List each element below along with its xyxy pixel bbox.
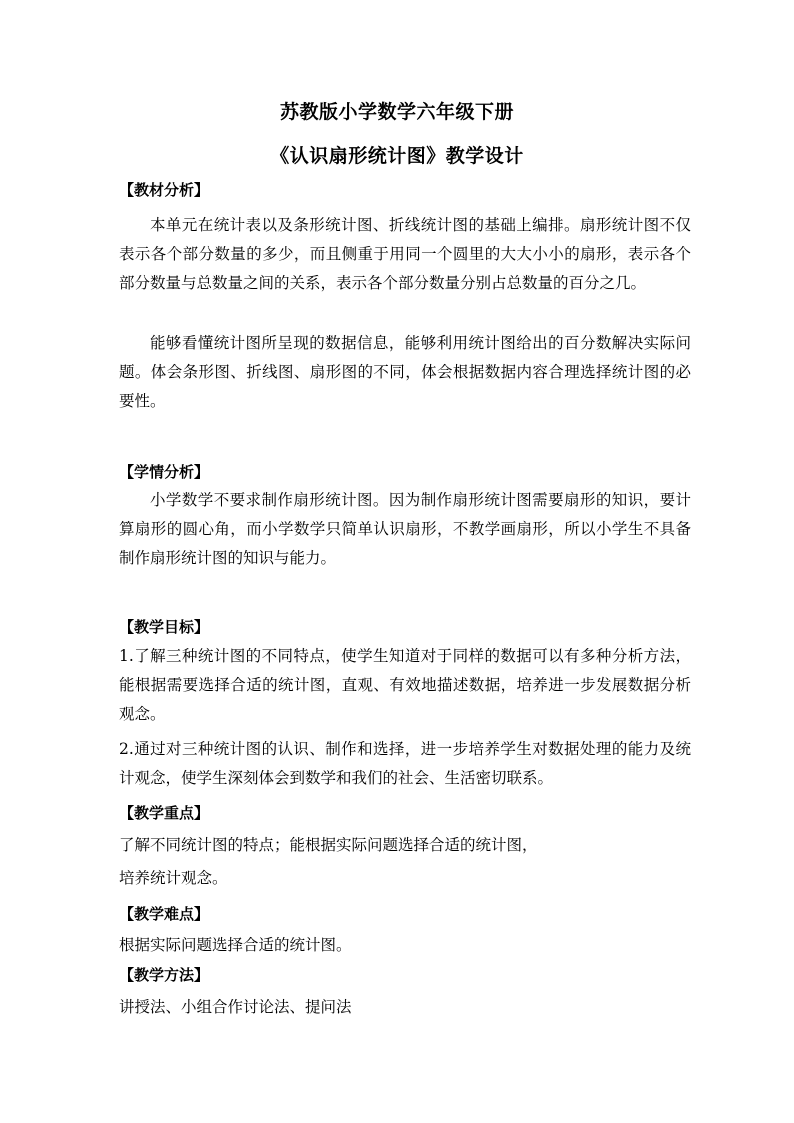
- section-heading-material: 【教材分析】: [119, 181, 210, 199]
- material-paragraph-1: 本单元在统计表以及条形统计图、折线统计图的基础上编排。扇形统计图不仅表示各个部分数量的多少，而且侧重于用同一个圆里的大大小小的扇形，表示各个部分数量与总数量之间的关系，表示各个部分数量分别占总数量的百分之几。: [119, 216, 691, 292]
- students-paragraph: 小学数学不要求制作扇形统计图。因为制作扇形统计图需要扇形的知识，要计算扇形的圆心角，而小学数学只简单认识扇形，不教学画扇形，所以小学生不具备制作扇形统计图的知识与能力。: [119, 491, 691, 567]
- document-title: 苏教版小学数学六年级下册: [279, 101, 514, 123]
- key-points-line-2: 培养统计观念。: [119, 869, 228, 887]
- key-points-line-1: 了解不同统计图的特点；能根据实际问题选择合适的统计图，: [119, 836, 538, 854]
- goal-item-1: 1.了解三种统计图的不同特点，使学生知道对于同样的数据可以有多种分析方法，能根据需要选择合适的统计图，直观、有效地描述数据，培养进一步发展数据分析观念。: [119, 647, 691, 723]
- goal-item-2: 2.通过对三种统计图的认识、制作和选择，进一步培养学生对数据处理的能力及统计观念，使学生深刻体会到数学和我们的社会、生活密切联系。: [119, 740, 691, 787]
- section-heading-methods: 【教学方法】: [119, 966, 210, 984]
- section-heading-key-points: 【教学重点】: [119, 804, 210, 822]
- methods-line-1: 讲授法、小组合作讨论法、提问法: [119, 998, 352, 1016]
- document-subtitle: 《认识扇形统计图》教学设计: [270, 145, 524, 167]
- section-heading-difficulties: 【教学难点】: [119, 905, 210, 923]
- difficulties-line-1: 根据实际问题选择合适的统计图。: [119, 936, 352, 954]
- material-paragraph-2: 能够看懂统计图所呈现的数据信息，能够利用统计图给出的百分数解决实际问题。体会条形图、折线图、扇形图的不同，体会根据数据内容合理选择统计图的必要性。: [119, 334, 691, 410]
- section-heading-students: 【学情分析】: [119, 463, 210, 481]
- section-heading-goals: 【教学目标】: [119, 618, 210, 636]
